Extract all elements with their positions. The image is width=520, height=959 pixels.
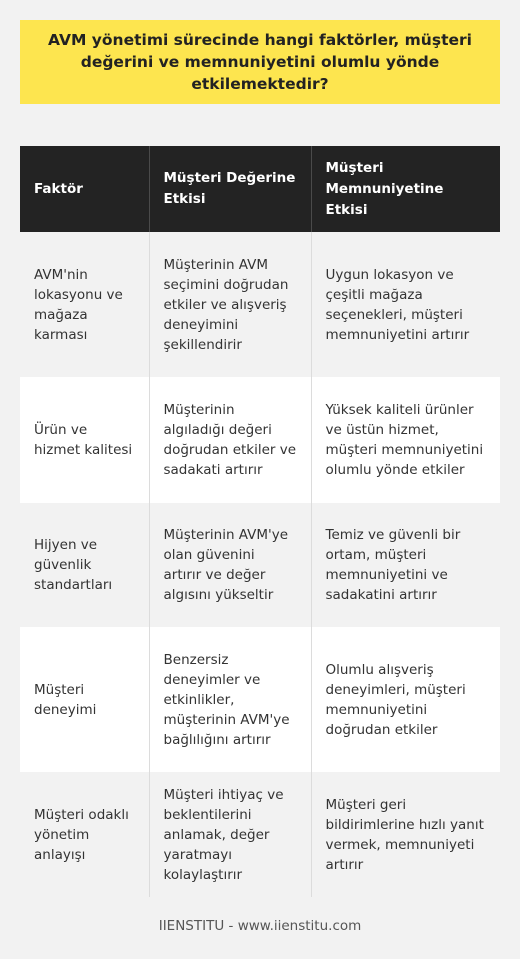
header-factor: Faktör [20,146,149,232]
cell-satisfaction-effect: Uygun lokasyon ve çeşitli mağaza seçenekleri, müşteri memnuniyetini artırır [311,232,500,377]
cell-factor: AVM'nin lokasyonu ve mağaza karması [20,232,149,377]
cell-satisfaction-effect: Temiz ve güvenli bir ortam, müşteri memnuniyetini ve sadakatini artırır [311,503,500,627]
header-satisfaction-effect: Müşteri Memnuniyetine Etkisi [311,146,500,232]
table-row [20,232,500,377]
cell-satisfaction-effect: Müşteri geri bildirimlerine hızlı yanıt vermek, memnuniyeti artırır [311,772,500,897]
header-value-effect: Müşteri Değerine Etkisi [149,146,311,232]
cell-factor: Ürün ve hizmet kalitesi [20,377,149,503]
footer-credit: IIENSTITU - www.iienstitu.com [158,918,362,934]
table-header-row [20,146,500,232]
title-banner [20,20,500,104]
factors-table [20,146,500,897]
cell-factor: Hijyen ve güvenlik standartları [20,503,149,627]
page-title: AVM yönetimi sürecinde hangi faktörler, müşteri değerini ve memnuniyetini olumlu yönde etkilemektedir? [48,31,472,93]
cell-value-effect: Benzersiz deneyimler ve etkinlikler, müşterinin AVM'ye bağlılığını artırır [149,627,311,772]
table-row [20,772,500,897]
cell-value-effect: Müşterinin AVM'ye olan güvenini artırır ve değer algısını yükseltir [149,503,311,627]
cell-value-effect: Müşterinin AVM seçimini doğrudan etkiler ve alışveriş deneyimini şekillendirir [149,232,311,377]
cell-value-effect: Müşterinin algıladığı değeri doğrudan etkiler ve sadakati artırır [149,377,311,503]
cell-satisfaction-effect: Olumlu alışveriş deneyimleri, müşteri memnuniyetini doğrudan etkiler [311,627,500,772]
cell-satisfaction-effect: Yüksek kaliteli ürünler ve üstün hizmet, müşteri memnuniyetini olumlu yönde etkiler [311,377,500,503]
table-row [20,503,500,627]
cell-factor: Müşteri odaklı yönetim anlayışı [20,772,149,897]
cell-value-effect: Müşteri ihtiyaç ve beklentilerini anlamak, değer yaratmayı kolaylaştırır [149,772,311,897]
table-row [20,627,500,772]
table-row [20,377,500,503]
cell-factor: Müşteri deneyimi [20,627,149,772]
